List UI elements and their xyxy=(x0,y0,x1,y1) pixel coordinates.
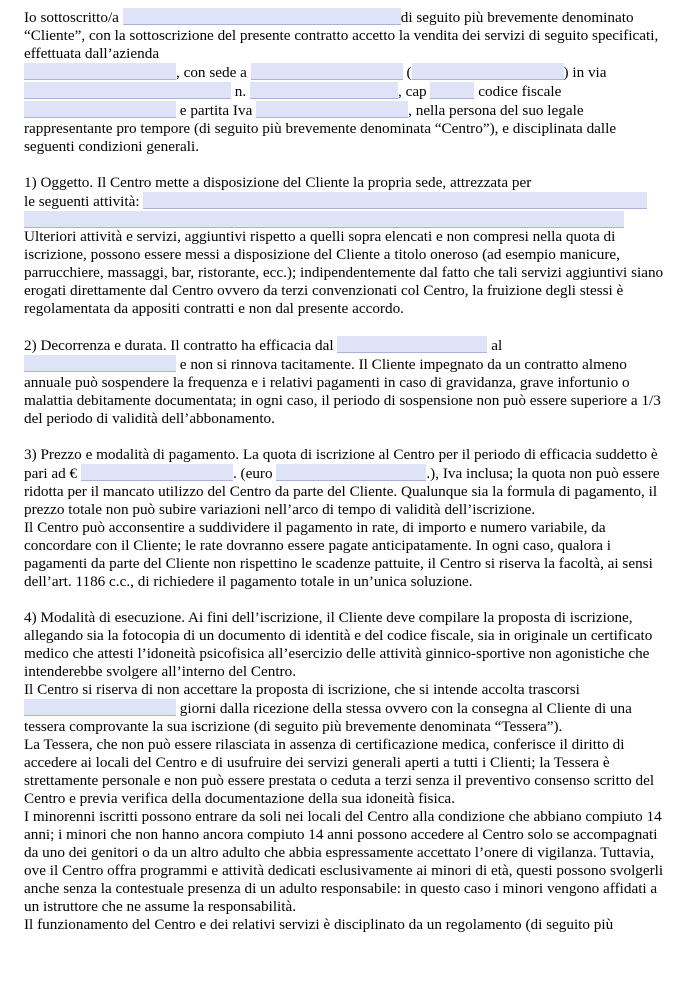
price-words-field[interactable] xyxy=(276,464,426,481)
company-street-number-field[interactable] xyxy=(250,82,398,99)
end-date-field[interactable] xyxy=(24,355,176,372)
section-1-text: le seguenti attività: xyxy=(24,193,140,210)
section-4-esecuzione: 4) Modalità di esecuzione. Ai fini dell’iscrizione, il Cliente deve compilare la proposta di iscrizione, allegando sia la fotocopia di un documento di identità e del codice fiscale, sia in originale un certificato medico che attesti l’idoneità psicofisica all’esercizio delle attività ginnico-sportive non agonistiche che intenderebbe svolgere all’interno del Centro. xyxy=(24,609,653,680)
company-tax-code-field[interactable] xyxy=(24,101,176,118)
section-1-text: 1) Oggetto. Il Centro mette a disposizione del Cliente la propria sede, attrezzata per xyxy=(24,174,532,191)
company-city-field[interactable] xyxy=(251,63,403,80)
intro-text: , con sede a xyxy=(176,64,247,81)
section-4-tessera: La Tessera, che non può essere rilasciata in assenza di certificazione medica, conferisce il diritto di accedere ai locali del Centro e di usufruire dei servizi generali aperti a tutti i Clienti; la Tessera è strettamente personale e non può essere prestata o ceduta a terzi senza il preventivo consenso scritto del Centro e previa verifica della documentazione della sua idoneità fisica. xyxy=(24,736,655,807)
intro-text: di seguito più brevemente denominato xyxy=(400,9,634,26)
intro-text: “Cliente”, con la sottoscrizione del presente contratto accetto la vendita dei servizi di seguito specificati, effettuata dall’azienda xyxy=(24,27,659,62)
company-cap-field[interactable] xyxy=(430,82,474,99)
section-2-text: 2) Decorrenza e durata. Il contratto ha efficacia dal xyxy=(24,337,334,354)
intro-text: e partita Iva xyxy=(179,102,253,119)
section-2-text: e non si rinnova tacitamente. Il Cliente impegnato da un contratto almeno annuale può sospendere la frequenza e i relativi pagamenti in caso di gravidanza, grave infortunio o malattia debitamente documentata; in ogni caso, il periodo di sospensione non può essere superiore a 1/3 del periodo di validità dell’abbonamento. xyxy=(24,356,661,427)
company-street-field[interactable] xyxy=(24,82,231,99)
company-name-field[interactable] xyxy=(24,63,176,80)
intro-text: , nella persona del suo legale xyxy=(408,102,584,119)
activities-field-line-1[interactable] xyxy=(143,192,647,209)
intro-text: ) in via xyxy=(563,64,607,81)
start-date-field[interactable] xyxy=(337,336,487,353)
section-4-text: giorni dalla ricezione della stessa ovvero con la consegna al Cliente di una tessera comprovante la sua iscrizione (di seguito più brevemente denominata “Tessera”). xyxy=(24,700,632,735)
intro-text: codice fiscale xyxy=(478,83,562,100)
intro-text: n. xyxy=(234,83,247,100)
acceptance-days-field[interactable] xyxy=(24,699,176,716)
section-1-additional-services: Ulteriori attività e servizi, aggiuntivi rispetto a quelli sopra elencati e non compresi nella quota di iscrizione, possono essere messi a disposizione del Cliente a titolo oneroso (ad esempio manicure, parrucchiere, massaggi, bar, ristorante, ecc.); indipendentemente dal fatto che tali servizi aggiuntivi siano erogati direttamente dal Centro ovvero da terzi convenzionati col Centro, la fruizione degli stessi è regolamentata da appositi contratti e non dal presente accordo. xyxy=(24,228,664,317)
intro-text: Io sottoscritto/a xyxy=(24,9,119,26)
section-3-installments: Il Centro può acconsentire a suddividere il pagamento in rate, di importo e numero variabile, da concordare con il Cliente; le rate dovranno essere pagate anticipatamente. In ogni caso, qualora i pagamenti da parte del Cliente non rispettino le scadenze pattuite, il Centro si riserva la facoltà, ai sensi dell’art. 1186 c.c., di richiedere il pagamento totale in un’unica soluzione. xyxy=(24,519,653,590)
section-4-minors: I minorenni iscritti possono entrare da soli nei locali del Centro alla condizione che abbiano compiuto 14 anni; i minori che non hanno ancora compiuto 14 anni possono accedere al Centro solo se accompagnati da uno dei genitori o da un altro adulto che abbia espressamente accettato l’onere di vigilanza. Tuttavia, ove il Centro offra programmi e attività dedicati esclusivamente ai minori di età, questi possono svolgerli anche senza la contestuale presenza di un adulto responsabile: in questo caso i minori vengono affidati a un istruttore che ne assume la responsabilità. xyxy=(24,808,664,915)
section-4-acceptance xyxy=(24,681,668,736)
price-amount-field[interactable] xyxy=(81,464,233,481)
section-3-prezzo xyxy=(24,446,668,519)
section-3-text: .), Iva inclusa; la quota non può essere ridotta per il mancato utilizzo del Centro da parte del Cliente. Qualunque sia la formula di pagamento, il prezzo totale non può subire variazioni nell’arco di tempo di validità dell’iscrizione. xyxy=(24,465,660,518)
company-province-field[interactable] xyxy=(412,63,564,80)
section-4-regolamento: Il funzionamento del Centro e dei relativi servizi è disciplinato da un regolamento (di seguito più xyxy=(24,916,614,933)
section-2-text: al xyxy=(491,337,503,354)
intro-text: ( xyxy=(406,64,412,81)
intro-paragraph xyxy=(24,8,668,156)
company-vat-field[interactable] xyxy=(256,101,408,118)
intro-text: rappresentante pro tempore (di seguito più brevemente denominata “Centro”), e disciplinata dalle seguenti condizioni generali. xyxy=(24,120,617,155)
intro-text: , cap xyxy=(397,83,427,100)
client-name-field[interactable] xyxy=(123,8,401,25)
section-2-decorrenza xyxy=(24,336,668,428)
section-1-oggetto xyxy=(24,174,668,211)
activities-field-line-2[interactable] xyxy=(24,211,624,228)
section-3-text: 3) Prezzo e modalità di pagamento. La quota di iscrizione al Centro per il periodo di efficacia suddetto è pari ad € xyxy=(24,446,658,482)
section-3-text: . (euro xyxy=(232,465,273,482)
section-4-text: Il Centro si riserva di non accettare la proposta di iscrizione, che si intende accolta trascorsi xyxy=(24,681,580,698)
